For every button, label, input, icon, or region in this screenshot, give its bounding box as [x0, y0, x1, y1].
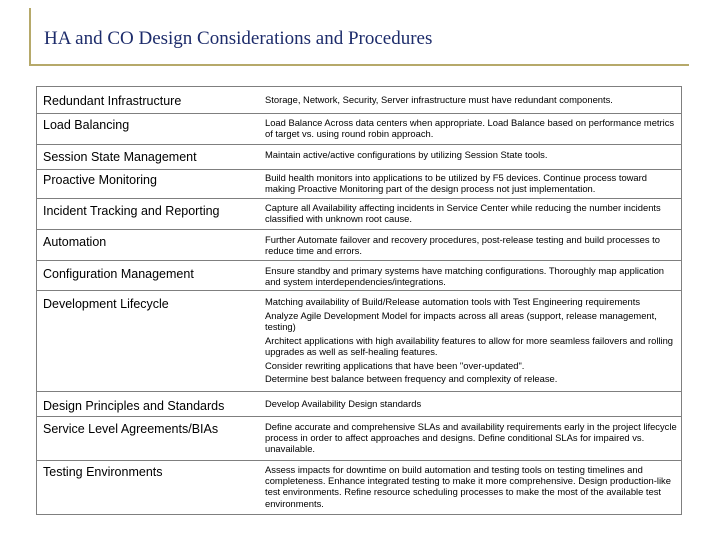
description-line: Analyze Agile Development Model for impacts across all areas (support, release management, testing) — [265, 309, 657, 332]
row-label: Development Lifecycle — [43, 297, 169, 311]
title-vertical-rule — [29, 8, 31, 66]
table-row — [37, 461, 681, 516]
table-row — [37, 87, 681, 114]
description-line: Define accurate and comprehensive SLAs and availability requirements early in the project lifecycle process in order to affect approaches and designs. Define conditional SLAs for impaired vs. unavailable. — [265, 421, 677, 455]
description-line: Determine best balance between frequency and complexity of release. — [265, 373, 558, 385]
row-description — [265, 265, 677, 287]
considerations-table — [36, 86, 682, 515]
description-line: Consider rewriting applications that have been "over-updated". — [265, 359, 525, 371]
table-row — [37, 199, 681, 230]
row-label: Session State Management — [43, 150, 197, 164]
row-description — [265, 94, 677, 105]
description-line: Storage, Network, Security, Server infrastructure must have redundant components. — [265, 94, 613, 105]
description-line: Load Balance Across data centers when appropriate. Load Balance based on performance metrics of target vs. using round robin approach. — [265, 117, 675, 140]
row-description — [265, 398, 677, 409]
table-row — [37, 230, 681, 261]
table-row — [37, 291, 681, 392]
table-row — [37, 170, 681, 199]
row-description — [265, 202, 677, 224]
slide-title: HA and CO Design Considerations and Procedures — [44, 28, 433, 49]
description-line: Ensure standby and primary systems have matching configurations. Thoroughly map application and system interdependencies/integrations. — [265, 265, 664, 288]
row-label: Configuration Management — [43, 267, 194, 281]
row-description — [265, 464, 677, 509]
description-line: Assess impacts for downtime on build automation and testing tools on testing timelines and completeness. Enhance integrated testing to make it more comprehensive. Design production-like test environments. Refine resource scheduling processes to make the most of the available test environments. — [265, 464, 671, 509]
row-label: Service Level Agreements/BIAs — [43, 422, 219, 436]
description-line: Architect applications with high availability features to allow for more seamless failovers and rolling upgrades as well as self-healing features. — [265, 334, 674, 357]
row-label: Incident Tracking and Reporting — [43, 204, 220, 218]
table-row — [37, 417, 681, 461]
description-line: Further Automate failover and recovery procedures, post-release testing and build processes to reduce time and errors. — [265, 234, 661, 257]
row-description — [265, 234, 677, 256]
description-line: Capture all Availability affecting incidents in Service Center while reducing the number incidents classified with unknown root cause. — [265, 202, 661, 225]
row-label: Redundant Infrastructure — [43, 94, 182, 108]
description-line: Maintain active/active configurations by utilizing Session State tools. — [265, 149, 548, 160]
row-label: Testing Environments — [43, 465, 163, 479]
row-label: Proactive Monitoring — [43, 173, 157, 187]
row-label: Automation — [43, 235, 107, 249]
description-line: Matching availability of Build/Release automation tools with Test Engineering requirements — [265, 296, 641, 307]
table-row — [37, 261, 681, 291]
table-row — [37, 114, 681, 145]
description-line: Build health monitors into applications to be utilized by F5 devices. Continue process toward making Proactive Monitoring part of the design process not just implementation. — [265, 172, 647, 195]
row-description — [265, 172, 677, 194]
row-label: Load Balancing — [43, 118, 130, 132]
table-row — [37, 145, 681, 170]
row-description — [265, 117, 677, 139]
row-description — [265, 421, 677, 455]
row-description — [265, 296, 677, 384]
row-label: Design Principles and Standards — [43, 399, 225, 413]
description-line: Develop Availability Design standards — [265, 398, 422, 409]
table-row — [37, 392, 681, 417]
title-horizontal-rule — [29, 64, 689, 66]
row-description — [265, 149, 677, 160]
